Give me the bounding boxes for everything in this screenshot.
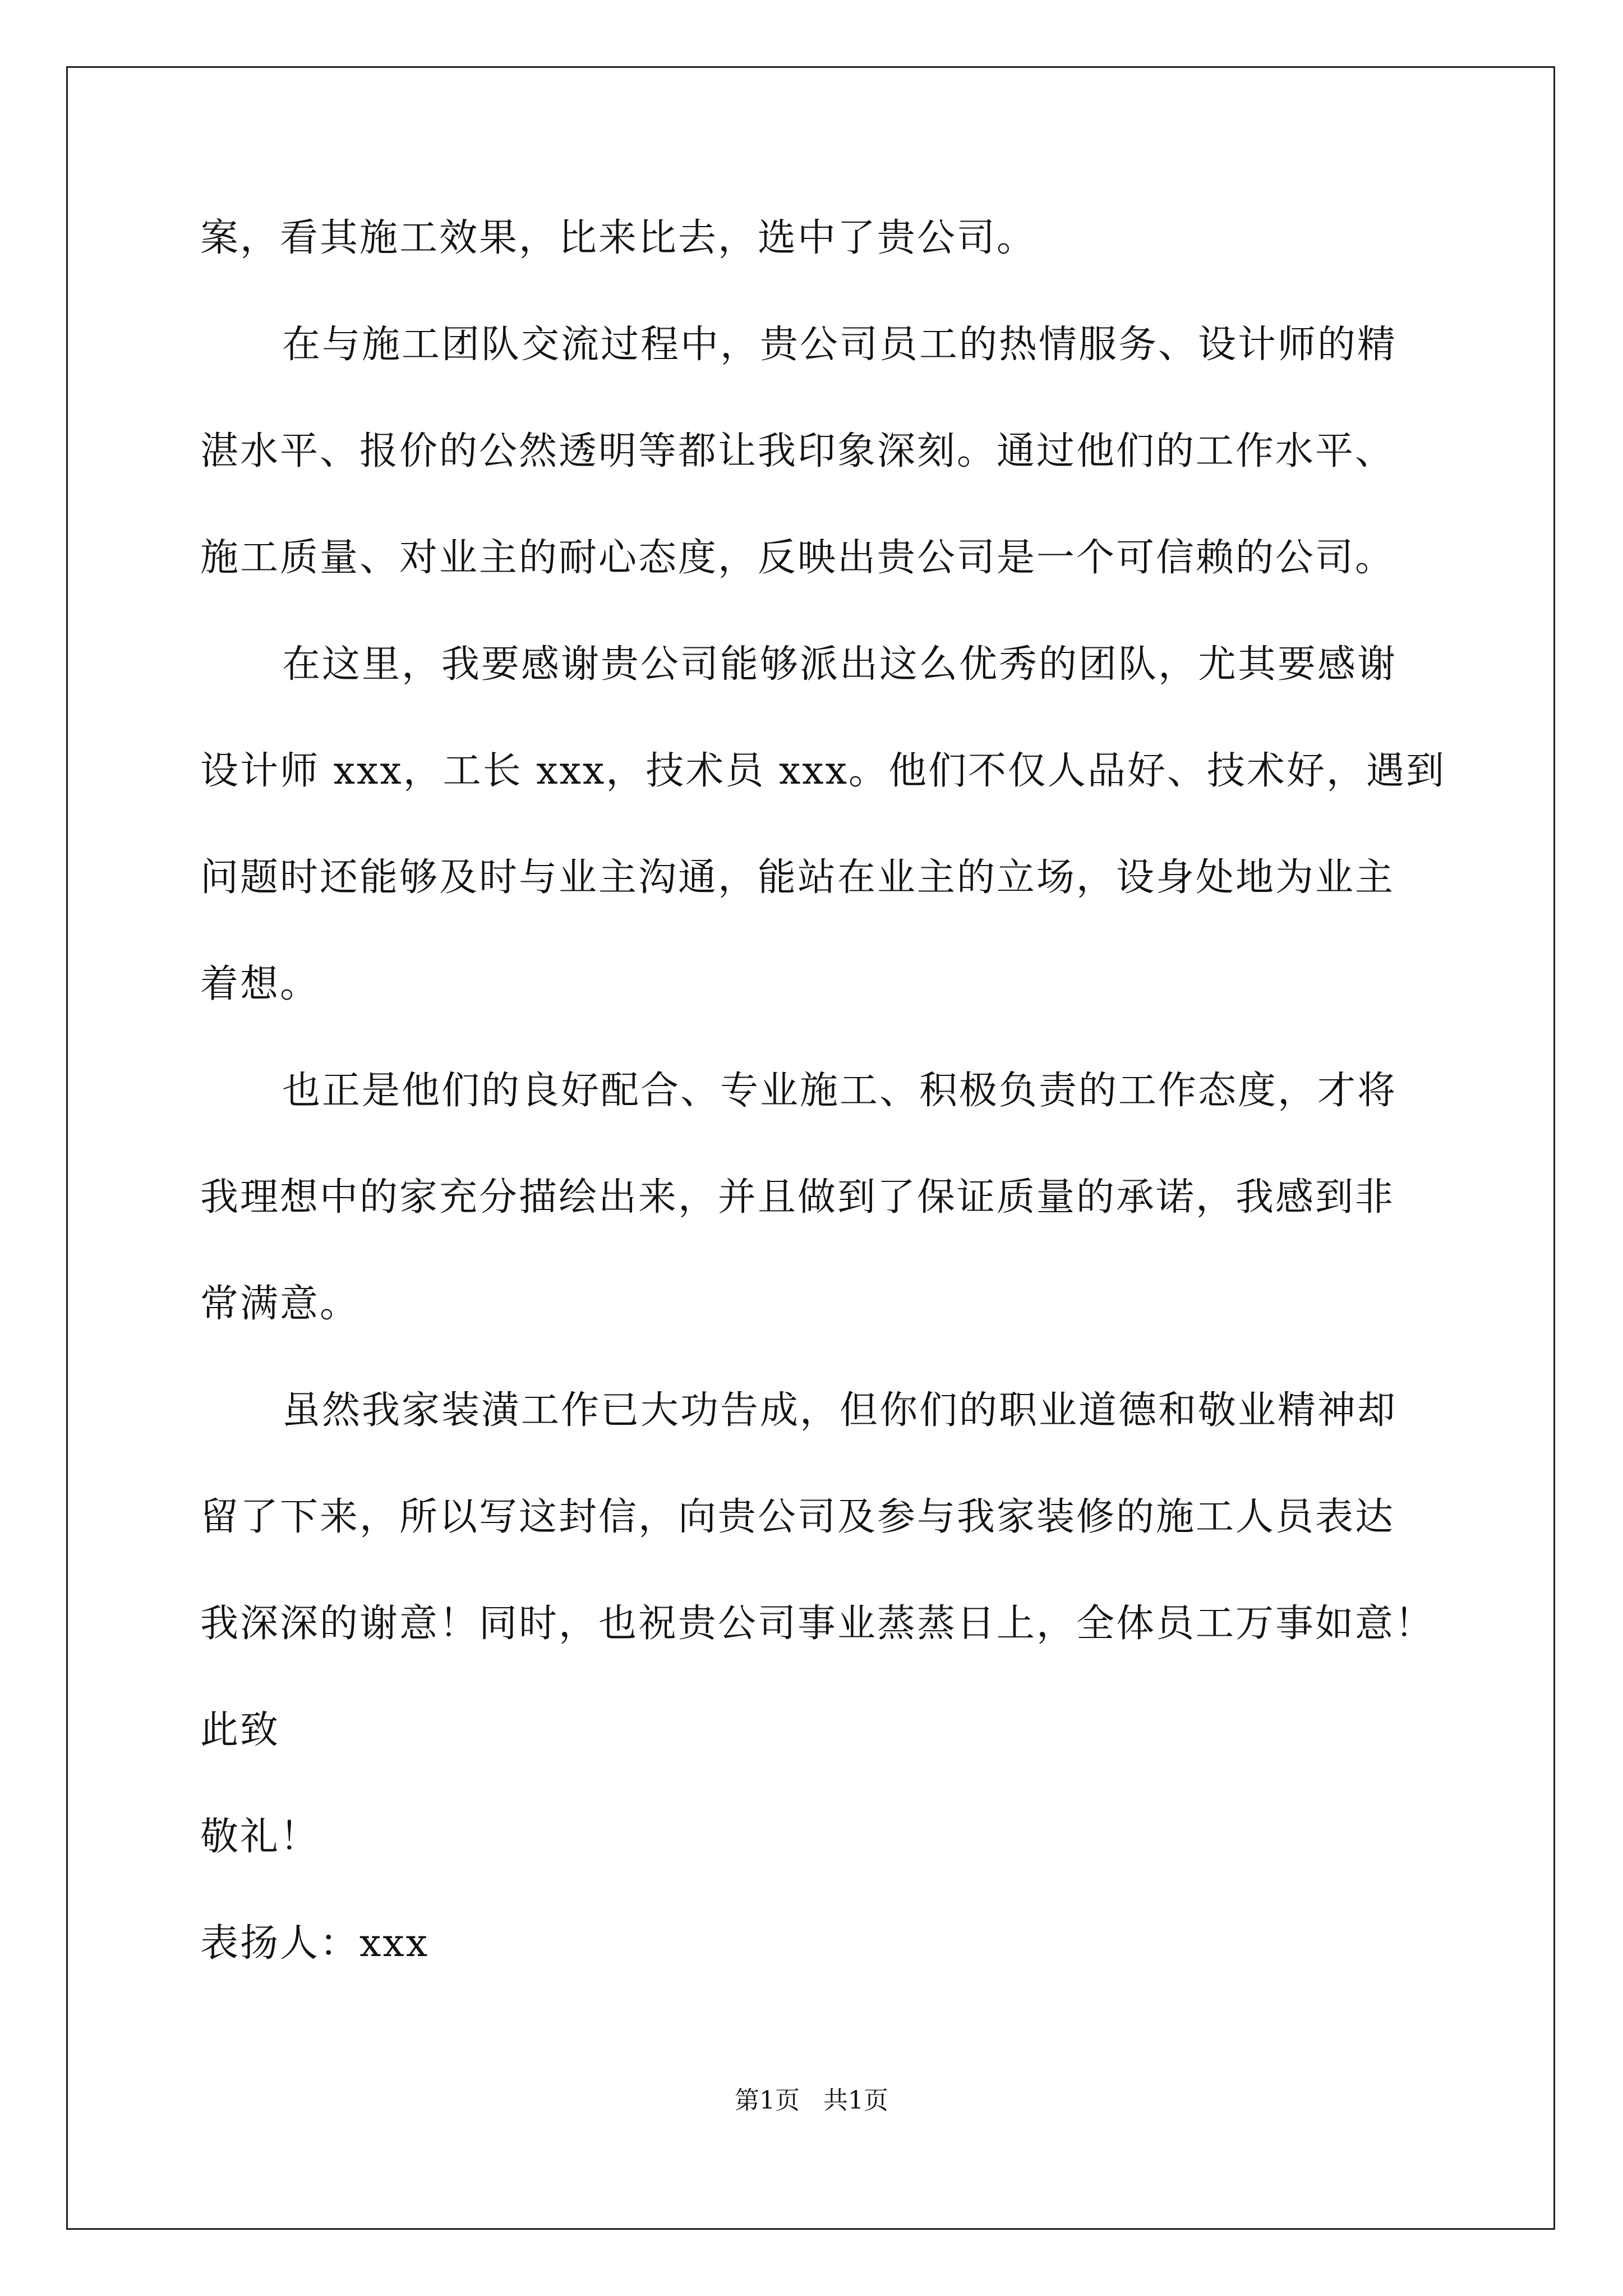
text-line: 也正是他们的良好配合、专业施工、积极负责的工作态度，才将 <box>282 1069 1398 1113</box>
text-line: 虽然我家装潢工作已大功告成，但你们的职业道德和敬业精神却 <box>282 1388 1398 1433</box>
text-line: 施工质量、对业主的耐心态度，反映出贵公司是一个可信赖的公司。 <box>200 536 1395 580</box>
text-line: 设计师 xxx，工长 xxx，技术员 xxx。他们不仅人品好、技术好，遇到 <box>200 749 1446 793</box>
signature-line: 表扬人：xxx <box>200 1921 430 1966</box>
text-line: 问题时还能够及时与业主沟通，能站在业主的立场，设身处地为业主 <box>200 855 1395 900</box>
text-line: 在与施工团队交流过程中，贵公司员工的热情服务、设计师的精 <box>282 323 1398 367</box>
closing-regards: 敬礼！ <box>200 1815 320 1859</box>
text-line: 案，看其施工效果，比来比去，选中了贵公司。 <box>200 216 1037 260</box>
text-line: 我理想中的家充分描绘出来，并且做到了保证质量的承诺，我感到非 <box>200 1175 1395 1220</box>
text-line: 在这里，我要感谢贵公司能够派出这么优秀的团队，尤其要感谢 <box>282 642 1398 687</box>
text-line: 留了下来，所以写这封信，向贵公司及参与我家装修的施工人员表达 <box>200 1495 1395 1539</box>
closing-salutation: 此致 <box>200 1708 280 1752</box>
text-line: 常满意。 <box>200 1282 360 1326</box>
text-line: 我深深的谢意！同时，也祝贵公司事业蒸蒸日上，全体员工万事如意！ <box>200 1602 1435 1646</box>
text-line: 着想。 <box>200 962 320 1006</box>
page-footer: 第1页 共1页 <box>735 2086 888 2115</box>
text-line: 湛水平、报价的公然透明等都让我印象深刻。通过他们的工作水平、 <box>200 429 1395 473</box>
page-border <box>66 66 1555 2230</box>
